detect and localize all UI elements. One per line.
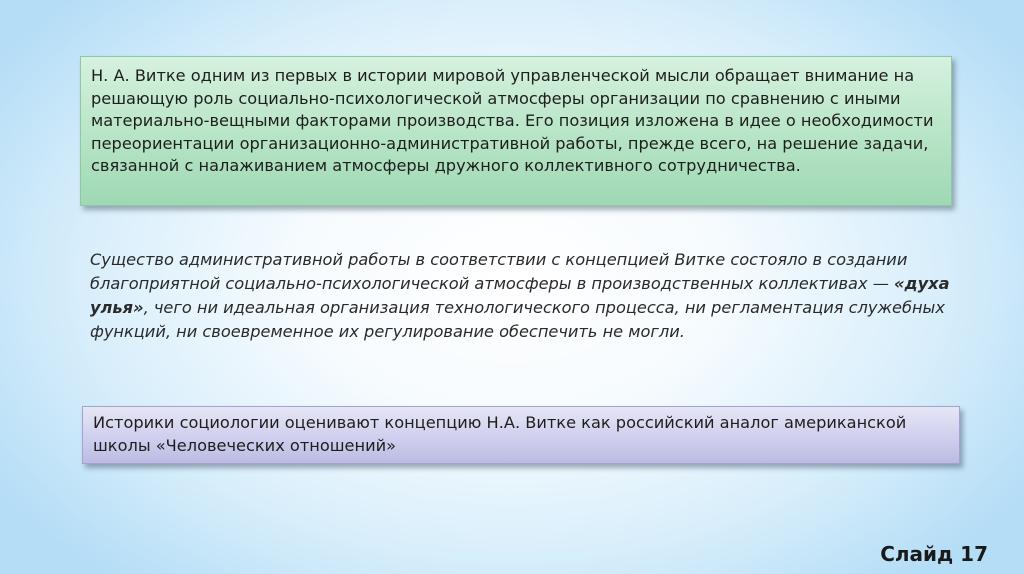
concept-emphasis: «духа улья» bbox=[90, 274, 950, 317]
intro-text-box bbox=[80, 56, 952, 206]
concept-paragraph bbox=[90, 248, 960, 344]
concept-text-start: Существо административной работы в соответствии с концепцией Витке состояло в создании благоприятной социально-психологической атмосферы в производственных коллективах — bbox=[90, 250, 908, 293]
assessment-text-box bbox=[82, 406, 960, 464]
assessment-text: Историки социологии оценивают концепцию Н.А. Витке как российский аналог американской школы «Человеческих отношений» bbox=[93, 413, 907, 455]
concept-text-end: , чего ни идеальная организация технологического процесса, ни регламентация служебных функций, ни своевременное их регулирование обеспечить не могли. bbox=[90, 298, 945, 341]
slide-number: Слайд 17 bbox=[880, 542, 988, 566]
intro-text: Н. А. Витке одним из первых в истории мировой управленческой мысли обращает внимание на решающую роль социально-психологической атмосферы организации по сравнению с иными материально-вещными факторами производства. Его позиция изложена в идее о необходимости переориентации организационно-административной работы, прежде всего, на решение задачи, связанной с налаживанием атмосферы дружного коллективного сотрудничества. bbox=[91, 66, 934, 176]
